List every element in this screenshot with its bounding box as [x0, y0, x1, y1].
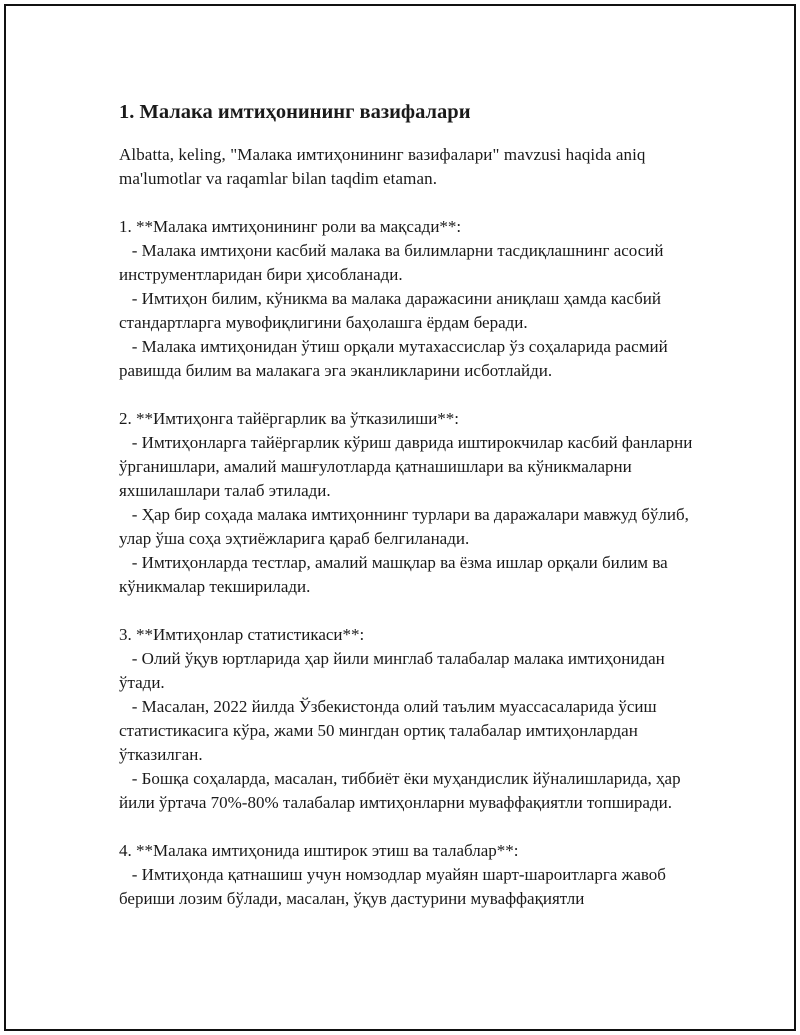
- list-item-text: - Имтиҳонларда тестлар, амалий машқлар ва ёзма ишлар орқали билим ва кўникмалар текширилади.: [119, 553, 668, 596]
- document-title: 1. Малака имтиҳонининг вазифалари: [119, 101, 471, 123]
- list-item: [119, 287, 699, 335]
- document-page: [4, 4, 796, 1031]
- list-item: [119, 695, 699, 767]
- list-item-text: - Олий ўқув юртларида ҳар йили минглаб талабалар малака имтиҳонидан ўтади.: [119, 649, 665, 692]
- section-heading: 4. **Малака имтиҳонида иштирок этиш ва талаблар**:: [119, 841, 519, 860]
- list-item: [119, 335, 699, 383]
- list-item: [119, 431, 699, 503]
- list-item-text: - Масалан, 2022 йилда Ўзбекистонда олий таълим муассасаларида ўсиш статистикасига кўра, жами 50 мингдан ортиқ талабалар имтиҳонлардан ўтказилган.: [119, 697, 657, 764]
- section-2: [119, 407, 699, 599]
- list-item: [119, 503, 699, 551]
- section-1: [119, 215, 699, 383]
- intro-paragraph: Albatta, keling, "Малака имтиҳонининг вазифалари" mavzusi haqida aniq ma'lumotlar va raqamlar bilan taqdim etaman.: [119, 145, 646, 188]
- list-item-text: - Имтиҳонларга тайёргарлик кўриш даврида иштирокчилар касбий фанларни ўрганишлари, амалий машғулотларда қатнашишлари ва кўникмаларни яхшилашлари талаб этилади.: [119, 433, 693, 500]
- list-item-text: - Имтиҳон билим, кўникма ва малака даражасини аниқлаш ҳамда касбий стандартларга мувофиқлигини баҳолашга ёрдам беради.: [119, 289, 661, 332]
- list-item-text: - Имтиҳонда қатнашиш учун номзодлар муайян шарт-шароитларга жавоб бериши лозим бўлади, масалан, ўқув дастурини муваффақиятли: [119, 865, 666, 908]
- document-content: [119, 98, 699, 935]
- list-item-text: - Бошқа соҳаларда, масалан, тиббиёт ёки муҳандислик йўналишларида, ҳар йили ўртача 70%-80% талабалар имтиҳонларни муваффақиятли топширади.: [119, 769, 681, 812]
- list-item-text: - Малака имтиҳонидан ўтиш орқали мутахассислар ўз соҳаларида расмий равишда билим ва малакага эга эканликларини исботлайди.: [119, 337, 668, 380]
- list-item: [119, 239, 699, 287]
- list-item: [119, 767, 699, 815]
- list-item: [119, 863, 699, 911]
- section-3: [119, 623, 699, 815]
- list-item-text: - Ҳар бир соҳада малака имтиҳоннинг турлари ва даражалари мавжуд бўлиб, улар ўша соҳа эҳтиёжларига қараб белгиланади.: [119, 505, 689, 548]
- section-heading: 1. **Малака имтиҳонининг роли ва мақсади**:: [119, 217, 462, 236]
- section-4: [119, 839, 699, 911]
- list-item: [119, 647, 699, 695]
- section-heading: 3. **Имтиҳонлар статистикаси**:: [119, 625, 365, 644]
- list-item-text: - Малака имтиҳони касбий малака ва билимларни тасдиқлашнинг асосий инструментларидан бири ҳисобланади.: [119, 241, 664, 284]
- section-heading: 2. **Имтиҳонга тайёргарлик ва ўтказилиши**:: [119, 409, 460, 428]
- list-item: [119, 551, 699, 599]
